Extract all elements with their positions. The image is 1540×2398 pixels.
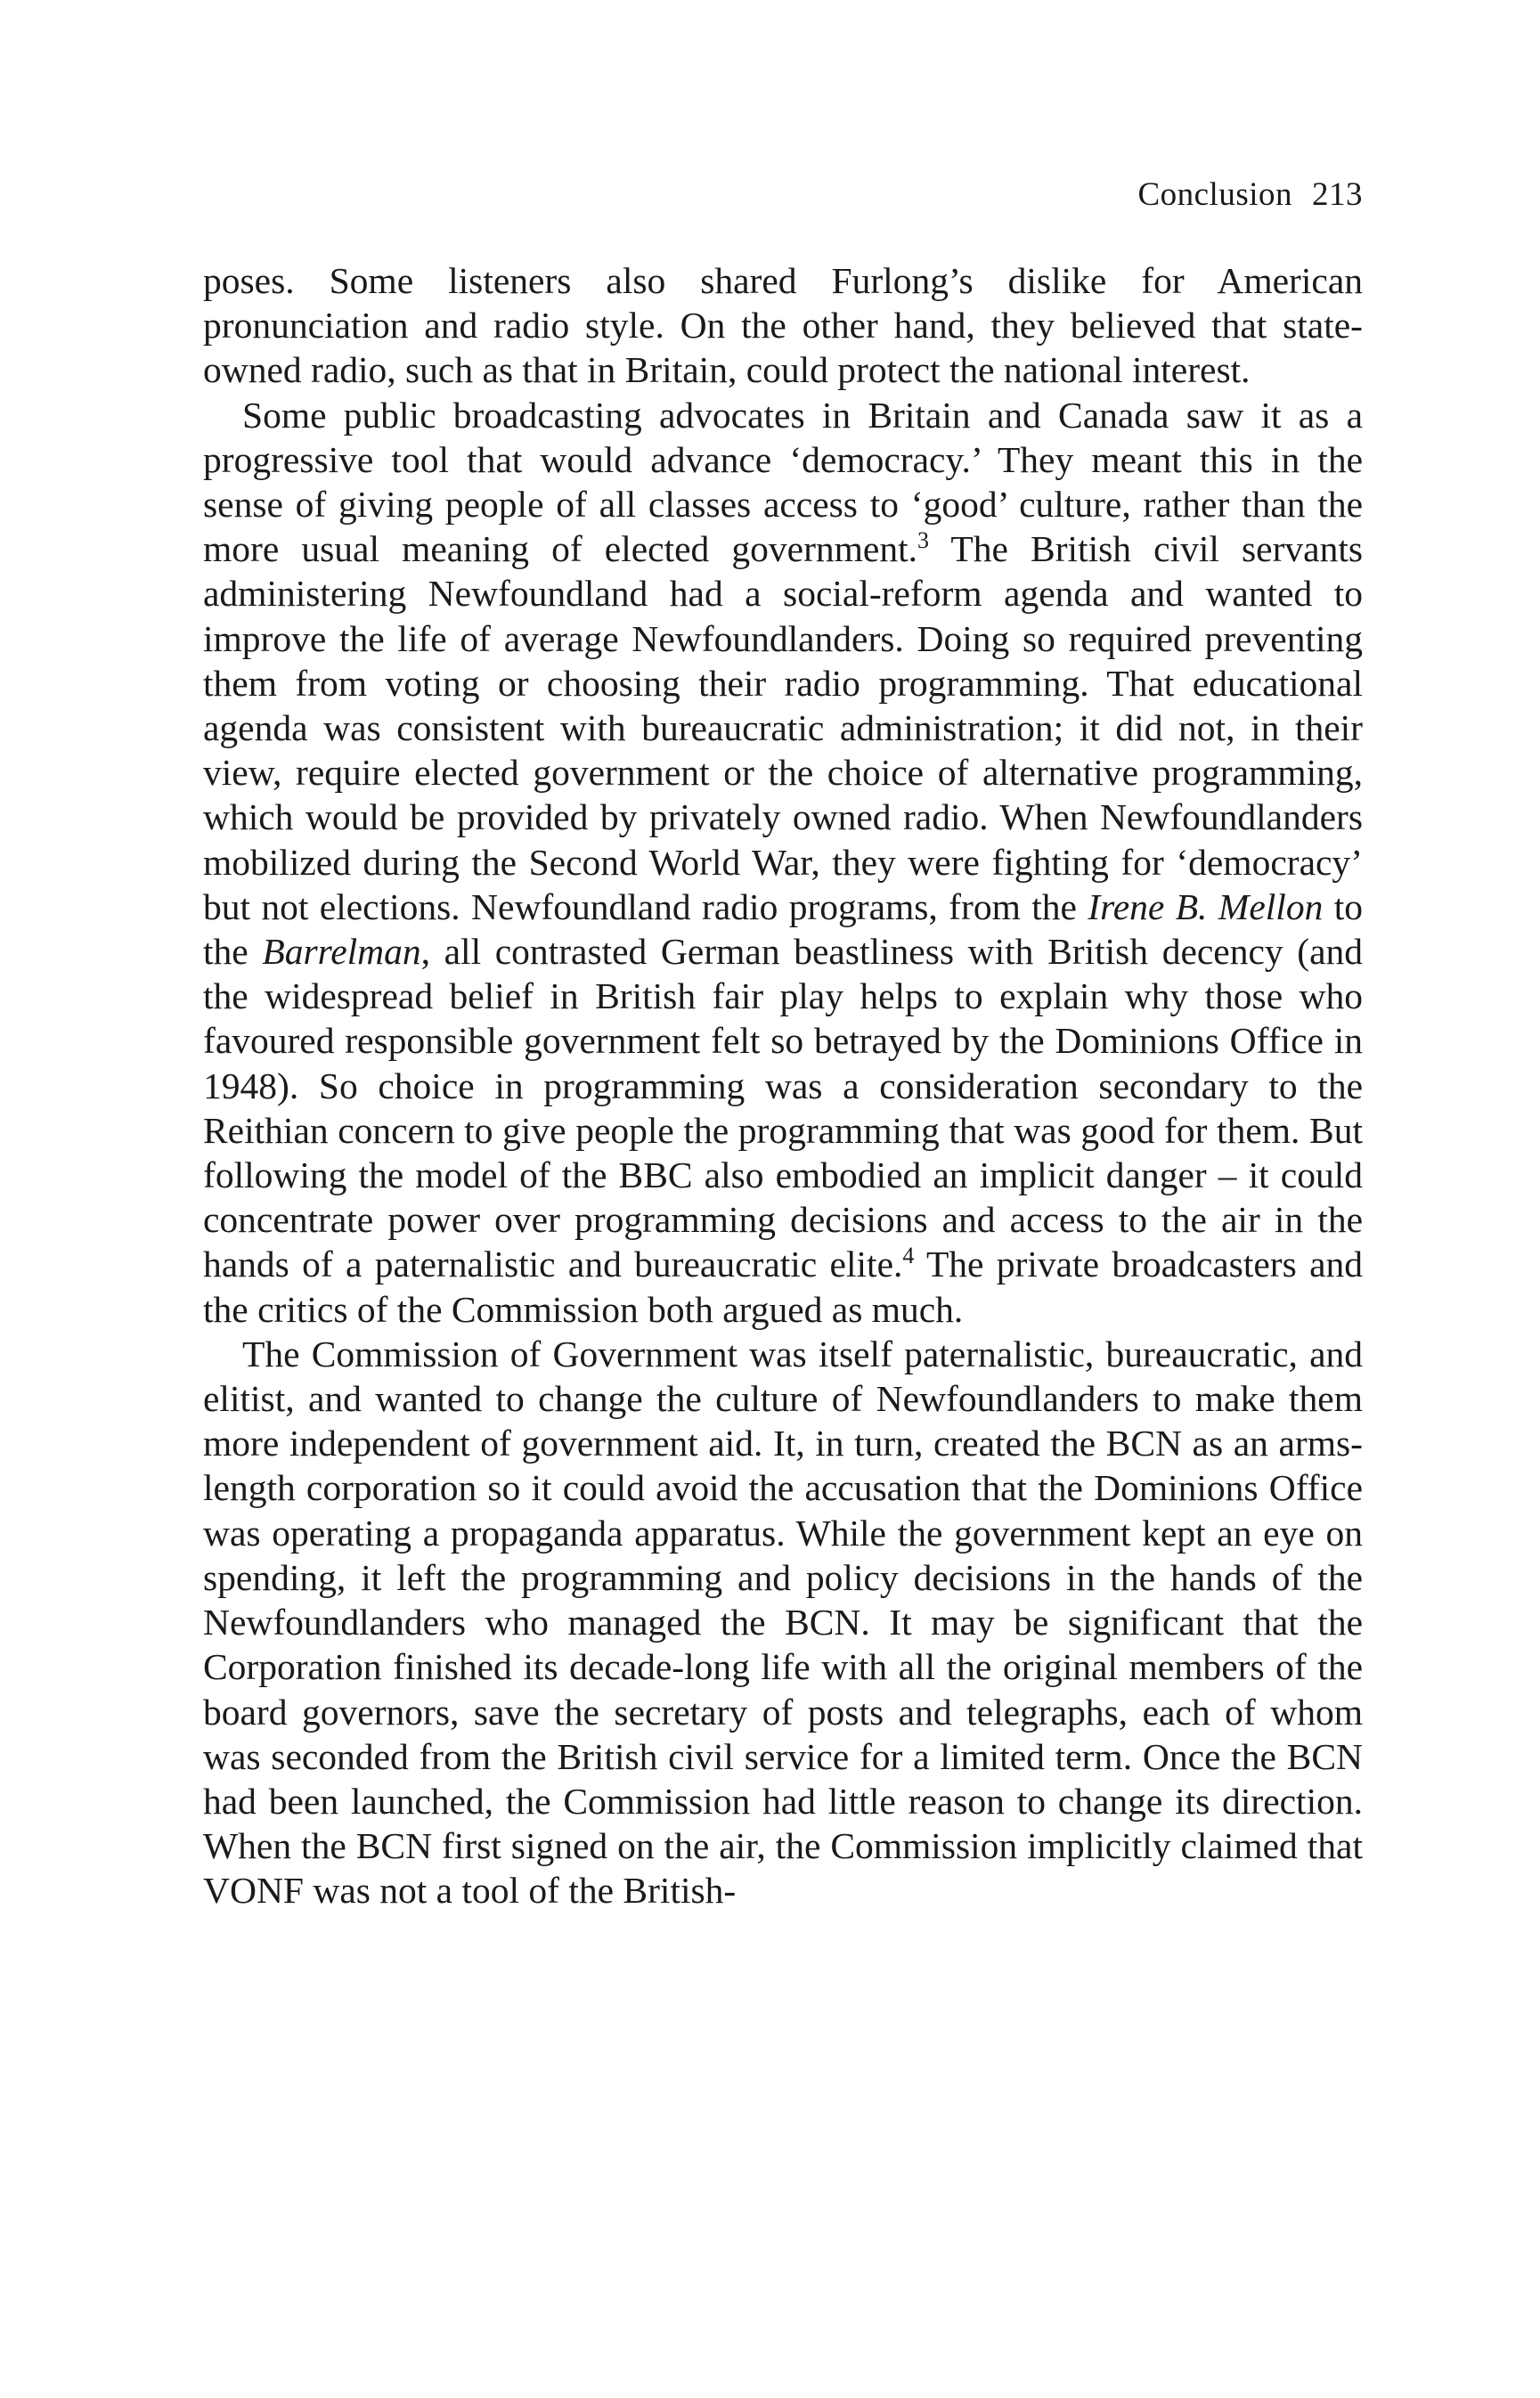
text-run: to the (203, 885, 1363, 973)
footnote-ref: 3 (917, 527, 930, 554)
text-run: Some public broadcasting advocates in Britain and Canada saw it as a progressive tool that would advance ‘democracy.’ They meant this in the sense of giving people of all classes access to ‘good’ culture, rather than the more usual meaning of elected government. (203, 394, 1363, 570)
text-run: , all contrasted German beastliness with British decency (and the widespread belief in British fair play helps to explain why those who favoured responsible government felt so betrayed by the Dominions Office in 1948). So choice in programming was a consideration secondary to the Reithian concern to give people the programming that was good for them. But following the model of the BBC also embodied an implicit danger – it could concentrate power over programming decisions and access to the air in the hands of a paternalistic and bureaucratic elite. (203, 931, 1363, 1285)
italic-title: Barrelman (262, 931, 421, 973)
paragraph (203, 393, 1363, 1332)
text-run: The private broadcasters and the critics of the Commission both argued as much. (203, 1244, 1363, 1330)
text-run: The British civil servants administering Newfoundland had a social-reform agenda and wanted to improve the life of average Newfoundlanders. Doing so required preventing them from voting or choosing their radio programming. That educational agenda was consistent with bureaucratic administration; it did not, in their view, require elected government or the choice of alternative programming, which would be provided by privately owned radio. When Newfoundlanders mobilized during the Second World War, they were fighting for ‘democracy’ but not elections. Newfoundland radio programs, from the (203, 528, 1363, 927)
page-number: 213 (1312, 176, 1363, 213)
running-head (203, 175, 1363, 216)
paragraph (203, 258, 1363, 393)
text-run: The Commission of Government was itself paternalistic, bureaucratic, and elitist, and wanted to change the culture of Newfoundlanders to make them more independent of government aid. It, in turn, created the BCN as an arms-length corporation so it could avoid the accusation that the Dominions Office was operating a propaganda apparatus. While the government kept an eye on spending, it left the programming and policy decisions in the hands of the Newfoundlanders who managed the BCN. It may be significant that the Corporation finished its decade-long life with all the original members of the board governors, save the secretary of posts and telegraphs, each of whom was seconded from the British civil service for a limited term. Once the BCN had been launched, the Commission had little reason to change its direction. When the BCN first signed on the air, the Commission implicitly claimed that VONF was not a tool of the British- (203, 1333, 1363, 1912)
paragraph (203, 1332, 1363, 1913)
text-run: poses. Some listeners also shared Furlong’s dislike for American pronunciation and radio style. On the other hand, they believed that state-owned radio, such as that in Britain, could protect the national interest. (203, 260, 1363, 391)
body-text (203, 258, 1363, 1913)
italic-title: Irene B. Mellon (1088, 885, 1324, 927)
footnote-ref: 4 (902, 1243, 915, 1269)
running-head-section: Conclusion (1137, 176, 1292, 213)
